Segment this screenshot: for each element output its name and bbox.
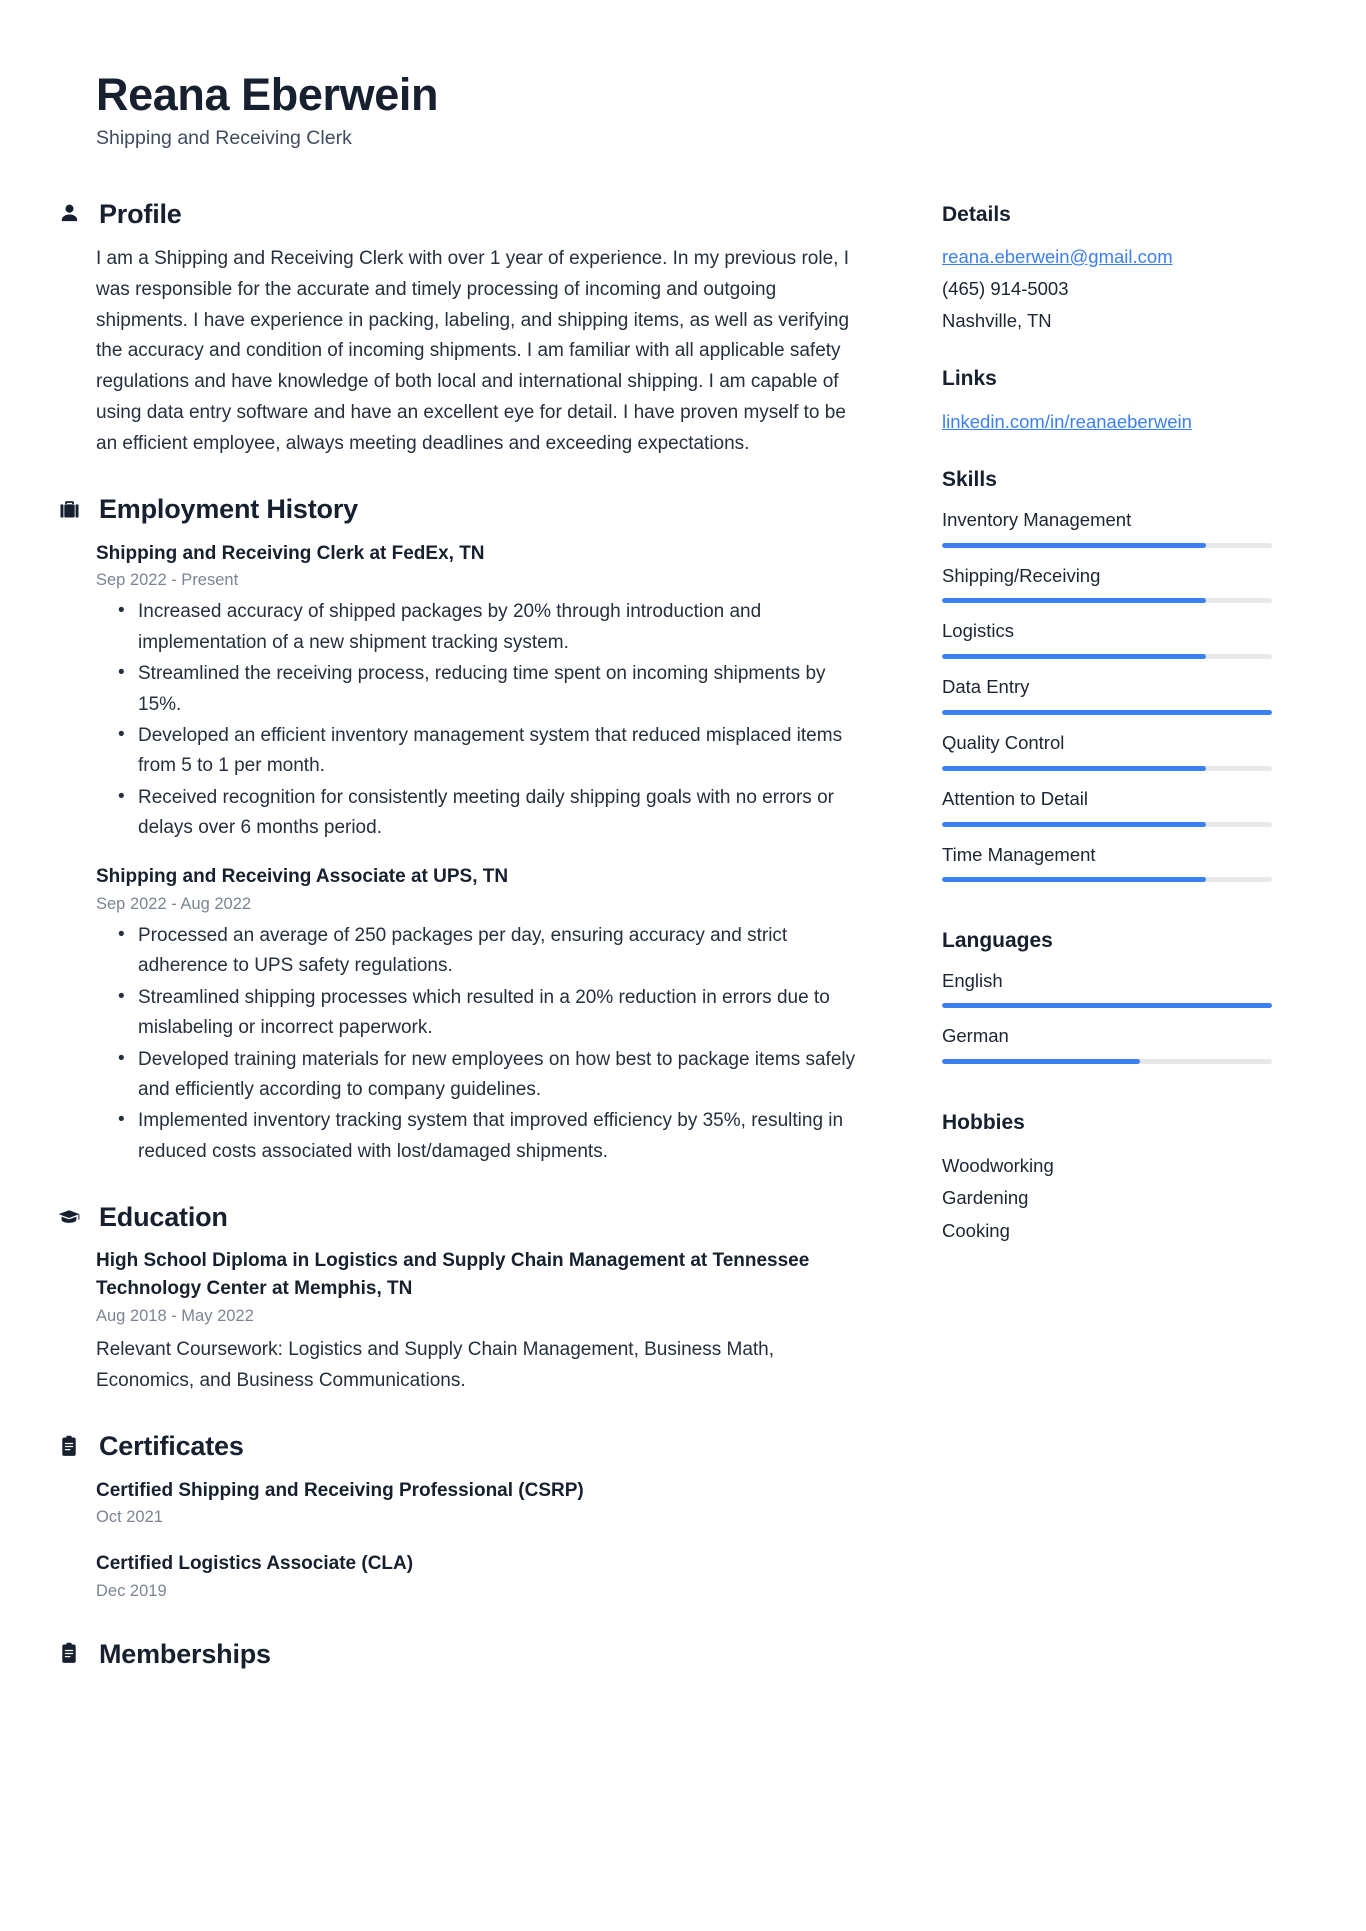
skill-item xyxy=(942,842,1272,883)
skill-item xyxy=(942,563,1272,604)
skill-rating-fill xyxy=(942,877,1206,882)
language-label: German xyxy=(942,1025,1009,1047)
section-memberships-header xyxy=(56,1638,864,1670)
section-memberships xyxy=(96,1638,864,1670)
section-employment xyxy=(96,493,864,1167)
education-entry-date: Aug 2018 - May 2022 xyxy=(96,1306,254,1325)
candidate-name: Reana Eberwein xyxy=(96,69,439,120)
skill-rating-bar xyxy=(942,710,1272,715)
language-item xyxy=(942,968,1272,1009)
list-item: • Implemented inventory tracking system that improved efficiency by 35%, resulting in reduced costs associated with lost/damaged shipments. xyxy=(138,1106,864,1167)
certificate-icon xyxy=(56,1642,82,1665)
language-rating-fill xyxy=(942,1059,1140,1064)
skill-label: Time Management xyxy=(942,843,1096,865)
employment-entry-title: Shipping and Receiving Clerk at FedEx, TN xyxy=(96,542,485,564)
education-entry-title: High School Diploma in Logistics and Supply Chain Management at Tennessee Technology Center at Memphis, TN xyxy=(96,1250,810,1299)
list-item: • Increased accuracy of shipped packages by 20% through introduction and implementation of a new shipment tracking system. xyxy=(138,597,864,658)
skill-rating-fill xyxy=(942,822,1206,827)
skill-label: Shipping/Receiving xyxy=(942,564,1101,586)
skill-item xyxy=(942,786,1272,827)
skill-label: Logistics xyxy=(942,620,1014,642)
skill-rating-bar xyxy=(942,654,1272,659)
resume-header xyxy=(96,70,1306,152)
sidebar-column xyxy=(942,198,1272,1279)
spacer xyxy=(942,1094,1272,1110)
language-rating-bar xyxy=(942,1003,1272,1008)
skill-label: Attention to Detail xyxy=(942,787,1089,809)
spacer xyxy=(942,912,1272,928)
section-employment-header xyxy=(56,493,864,525)
main-column xyxy=(96,198,864,1704)
sidebar-languages-title: Languages xyxy=(942,929,1053,953)
email-link[interactable]: reana.eberwein@gmail.com xyxy=(942,245,1173,267)
candidate-job-title: Shipping and Receiving Clerk xyxy=(96,127,352,150)
graduation-cap-icon xyxy=(56,1205,82,1229)
sidebar-links xyxy=(942,366,1272,437)
sidebar-languages xyxy=(942,928,1272,1064)
list-item: • Received recognition for consistently meeting daily shipping goals with no errors or delays over 6 months period. xyxy=(138,783,864,844)
skill-label: Quality Control xyxy=(942,731,1065,753)
sidebar-details xyxy=(942,202,1272,337)
skill-rating-bar xyxy=(942,543,1272,548)
employment-entry-date: Sep 2022 - Present xyxy=(96,571,239,590)
skill-rating-bar xyxy=(942,877,1272,882)
employment-entry-title: Shipping and Receiving Associate at UPS, TN xyxy=(96,866,509,888)
section-profile xyxy=(96,198,864,460)
language-rating-bar xyxy=(942,1059,1272,1064)
resume-columns xyxy=(96,198,1306,1704)
language-item xyxy=(942,1023,1272,1064)
briefcase-icon xyxy=(56,498,82,521)
certificate-entry-title: Certified Shipping and Receiving Professional (CSRP) xyxy=(96,1479,584,1501)
hobby-item: Cooking xyxy=(942,1220,1010,1242)
certificate-entry-date: Oct 2021 xyxy=(96,1508,163,1527)
hobby-item: Woodworking xyxy=(942,1154,1054,1176)
sidebar-details-title: Details xyxy=(942,202,1011,226)
education-entry xyxy=(96,1247,864,1396)
user-icon xyxy=(56,202,82,225)
skill-item xyxy=(942,507,1272,548)
list-item: • Processed an average of 250 packages per day, ensuring accuracy and strict adherence to UPS safety regulations. xyxy=(138,921,864,982)
section-title: Memberships xyxy=(99,1638,271,1669)
skill-item xyxy=(942,674,1272,715)
certificate-entry-title: Certified Logistics Associate (CLA) xyxy=(96,1553,414,1575)
skill-rating-bar xyxy=(942,766,1272,771)
skill-rating-fill xyxy=(942,598,1206,603)
employment-entry xyxy=(96,863,864,1167)
certificate-entry-date: Dec 2019 xyxy=(96,1581,167,1600)
certificate-icon xyxy=(56,1435,82,1458)
section-certificates xyxy=(96,1430,864,1603)
list-item: • Streamlined the receiving process, reducing time spent on incoming shipments by 15%. xyxy=(138,659,864,720)
list-item: • Developed training materials for new employees on how best to package items safely and efficiently according to company guidelines. xyxy=(138,1045,864,1106)
certificate-entry xyxy=(96,1550,864,1603)
employment-entry xyxy=(96,540,864,844)
skill-item xyxy=(942,618,1272,659)
location: Nashville, TN xyxy=(942,309,1052,331)
sidebar-skills-title: Skills xyxy=(942,468,997,492)
sidebar-links-title: Links xyxy=(942,367,997,391)
employment-entry-date: Sep 2022 - Aug 2022 xyxy=(96,895,252,914)
section-title: Certificates xyxy=(99,1431,244,1462)
section-title: Profile xyxy=(99,198,182,229)
skill-label: Data Entry xyxy=(942,676,1030,698)
sidebar-skills xyxy=(942,467,1272,882)
sidebar-hobbies xyxy=(942,1110,1272,1248)
list-item: • Developed an efficient inventory management system that reduced misplaced items from 5 to 1 per month. xyxy=(138,721,864,782)
section-education xyxy=(96,1201,864,1396)
list-item: • Streamlined shipping processes which resulted in a 20% reduction in errors due to mislabeling or incorrect paperwork. xyxy=(138,983,864,1044)
section-education-header xyxy=(56,1201,864,1233)
section-profile-header xyxy=(56,198,864,230)
section-certificates-header xyxy=(56,1430,864,1462)
skill-rating-bar xyxy=(942,598,1272,603)
education-entry-description: Relevant Coursework: Logistics and Supply Chain Management, Business Math, Economics, and Business Communications. xyxy=(96,1339,775,1391)
section-title: Education xyxy=(99,1202,228,1233)
certificate-entry xyxy=(96,1477,864,1530)
skill-rating-fill xyxy=(942,766,1206,771)
skill-item xyxy=(942,730,1272,771)
skill-rating-fill xyxy=(942,654,1206,659)
employment-entry-bullets xyxy=(96,597,864,843)
skill-label: Inventory Management xyxy=(942,508,1132,530)
language-rating-fill xyxy=(942,1003,1272,1008)
linkedin-link[interactable]: linkedin.com/in/reanaeberwein xyxy=(942,410,1192,432)
phone-number: (465) 914-5003 xyxy=(942,277,1069,299)
profile-text: I am a Shipping and Receiving Clerk with over 1 year of experience. In my previous role, I was responsible for the accurate and timely processing of incoming and outgoing shipments. I have experience in packing, labeling, and shipping items, as well as verifying the accuracy and condition of incoming shipments. I am familiar with all applicable safety regulations and have knowledge of both local and international shipping. I am capable of using data entry software and have an excellent eye for detail. I have proven myself to be an efficient employee, always meeting deadlines and exceeding expectations. xyxy=(96,248,850,454)
skill-rating-bar xyxy=(942,822,1272,827)
skill-rating-fill xyxy=(942,710,1272,715)
skill-rating-fill xyxy=(942,543,1206,548)
language-label: English xyxy=(942,969,1003,991)
hobby-item: Gardening xyxy=(942,1187,1029,1209)
sidebar-hobbies-title: Hobbies xyxy=(942,1111,1025,1135)
section-title: Employment History xyxy=(99,494,358,525)
employment-entry-bullets xyxy=(96,921,864,1167)
